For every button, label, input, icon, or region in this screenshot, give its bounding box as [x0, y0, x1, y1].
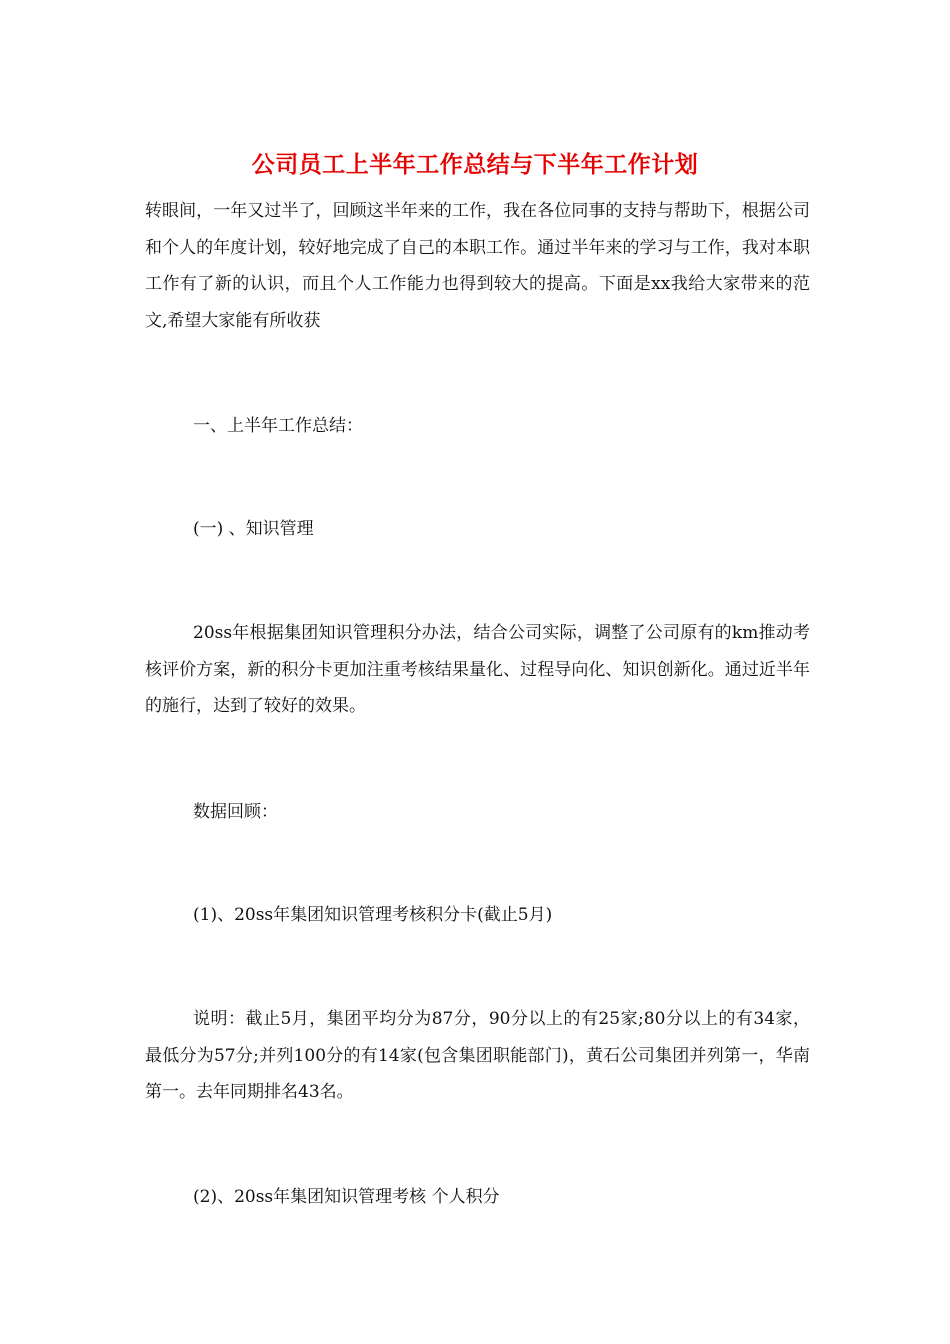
- intro-paragraph: 转眼间，一年又过半了，回顾这半年来的工作，我在各位同事的支持与帮助下，根据公司和个人的年度计划，较好地完成了自己的本职工作。通过半年来的学习与工作，我对本职工作有了新的认识，而且个人工作能力也得到较大的提高。下面是xx我给大家带来的范文,希望大家能有所收获: [145, 201, 810, 331]
- explanation-paragraph: 说明：截止5月，集团平均分为87分，90分以上的有25家;80分以上的有34家，最低分为57分;并列100分的有14家(包含集团职能部门)，黄石公司集团并列第一，华南第一。去年同期排名43名。: [145, 1009, 810, 1102]
- list-item-2: (2)、20ss年集团知识管理考核 个人积分: [193, 1187, 500, 1207]
- data-review-heading: 数据回顾：: [193, 802, 278, 822]
- document-title: 公司员工上半年工作总结与下半年工作计划: [251, 151, 699, 178]
- subsection-heading: (一) 、知识管理: [193, 519, 314, 539]
- section-heading: 一、上半年工作总结：: [193, 416, 363, 436]
- list-item-1: (1)、20ss年集团知识管理考核积分卡(截止5月): [193, 905, 553, 925]
- km-paragraph: 20ss年根据集团知识管理积分办法，结合公司实际，调整了公司原有的km推动考核评价方案，新的积分卡更加注重考核结果量化、过程导向化、知识创新化。通过近半年的施行，达到了较好的效果。: [145, 623, 810, 716]
